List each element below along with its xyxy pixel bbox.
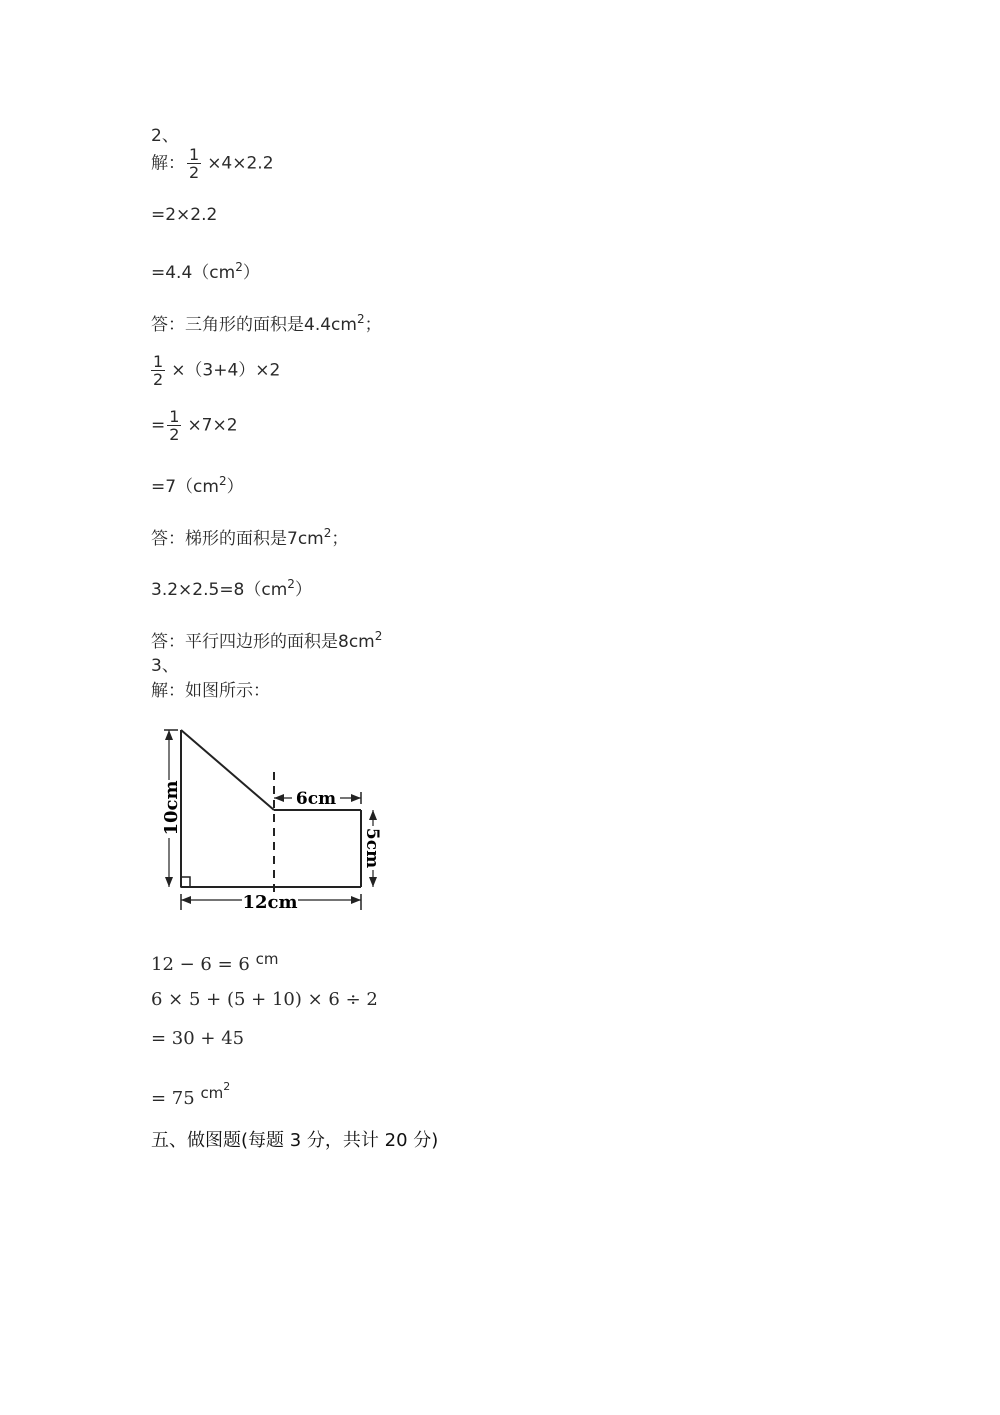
label-12cm: 12cm [242,892,298,913]
q3-intro: 解：如图所示： [151,681,270,701]
q2-line-5: = $\frac{1}{2}$ ×7×2 [151,407,238,444]
label-5cm: 5cm [362,827,382,869]
label-6cm: 6cm [295,789,337,809]
q2-line-4: $\frac{1}{2}$ ×（3+4）×2 [153,352,281,389]
slant-edge [181,730,274,810]
fraction-half: $\frac{1}{2}$ [189,145,200,182]
q3-calc-4: = 75 $^{cm2}$ [151,1080,231,1109]
section-heading: 五、做图题(每题 3 分，共计 20 分) [151,1130,439,1151]
question-3-number: 3、 [151,656,179,676]
arrow-down [369,877,377,887]
q2-answer-triangle: 答：三角形的面积是$4.4cm^2$； [151,312,382,335]
fraction-half: $\frac{1}{2}$ [153,352,164,389]
q2-answer-trapezoid: 答：梯形的面积是$7cm^2$； [151,526,349,549]
arrow-up [165,730,173,740]
arrow-down [165,877,173,887]
arrow-left [274,794,284,802]
geometry-figure [158,720,398,920]
question-2-number: 2、 [151,126,179,146]
arrow-right [351,896,361,904]
q2-line-6: $=7(cm^2)$ [151,474,244,497]
label-10cm: 10cm [161,780,182,836]
arrow-left [181,896,191,904]
arrow-up [369,810,377,820]
q2-line-2: =2×2.2 [151,205,218,225]
q2-line-7: $3.2\times 2.5=8(cm^2)$ [151,577,312,600]
q3-calc-2: 6 × 5 + (5 + 10) × 6 ÷ 2 [151,989,378,1010]
right-angle-marker [181,877,190,887]
arrow-right [351,794,361,802]
q3-calc-3: = 30 + 45 [151,1028,245,1049]
q3-calc-1: 12 − 6 = 6 $^{cm}$ [151,950,279,975]
solution-prefix: 解： [151,153,185,174]
q2-line-3: $=4.4(cm^2)$ [151,260,260,283]
expression: ×4×2.2 [207,153,274,174]
fraction-half: $\frac{1}{2}$ [169,407,180,444]
q2-line-1 [151,146,274,181]
q2-answer-parallelogram: 答：平行四边形的面积是$8cm^2$ [151,629,383,652]
